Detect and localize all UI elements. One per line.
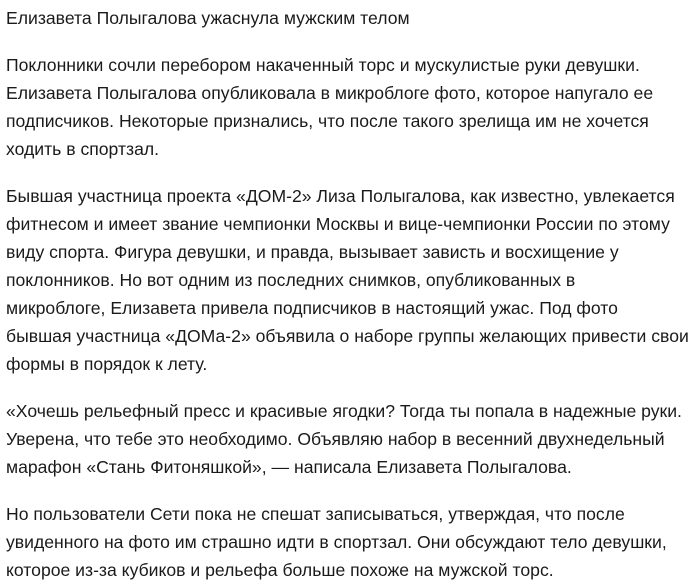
paragraph-line: Уверена, что тебе это необходимо. Объявляю набор в весенний двухнедельный [6,429,665,449]
paragraph-line: «Хочешь рельефный пресс и красивые ягодки? Тогда ты попала в надежные руки. [6,401,682,421]
article-paragraph-1 [6,51,691,163]
paragraph-line: микроблоге, Елизавета привела подписчиков в настоящий ужас. Под фото [6,298,618,318]
paragraph-line: фитнесом и имеет звание чемпионки Москвы и вице-чемпионки России по этому [6,214,670,234]
paragraph-line: формы в порядок к лету. [6,354,208,374]
paragraph-line: бывшая участница «ДОМа-2» объявила о наборе группы желающих привести свои [6,326,689,346]
paragraph-line: Поклонники сочли перебором накаченный торс и мускулистые руки девушки. [6,55,640,75]
paragraph-line: поклонников. Но вот одним из последних снимков, опубликованных в [6,270,576,290]
paragraph-line: Бывшая участница проекта «ДОМ-2» Лиза Полыгалова, как известно, увлекается [6,186,675,206]
article-paragraph-3 [6,397,691,481]
paragraph-line: виду спорта. Фигура девушки, и правда, вызывает зависть и восхищение у [6,242,619,262]
article-paragraph-4 [6,500,691,584]
paragraph-line: Но пользователи Сети пока не спешат записываться, утверждая, что после [6,504,625,524]
article-title: Елизавета Полыгалова ужаснула мужским телом [6,8,410,28]
paragraph-line: увиденного на фото им страшно идти в спортзал. Они обсуждают тело девушки, [6,532,667,552]
paragraph-line: которое из-за кубиков и рельефа больше похоже на мужской торс. [6,560,554,580]
paragraph-line: ходить в спортзал. [6,139,160,159]
paragraph-line: Елизавета Полыгалова опубликовала в микроблоге фото, которое напугало ее [6,83,654,103]
paragraph-line: марафон «Стань Фитоняшкой», — написала Елизавета Полыгалова. [6,457,572,477]
article-paragraph-2 [6,182,691,378]
paragraph-line: подписчиков. Некоторые признались, что после такого зрелища им не хочется [6,111,649,131]
